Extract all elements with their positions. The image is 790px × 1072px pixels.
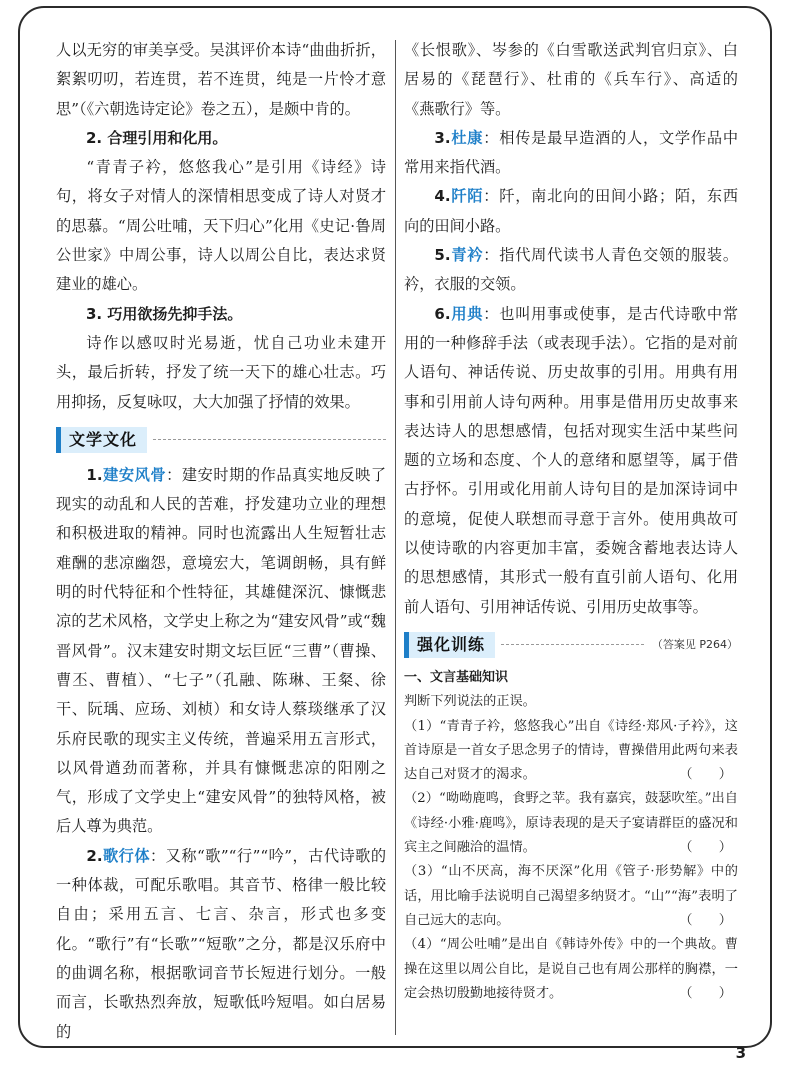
exercise-instruction: 判断下列说法的正误。: [404, 694, 536, 710]
right-column: [404, 36, 738, 1006]
knowledge-item-2: 2.歌行体：又称“歌”“行”“吟”，古代诗歌的一种体裁，可配乐歌唱。其音节、格律一般比较自由；采用五言、七言、杂言，形式也多变化。“歌行”有“长歌”“短歌”之分，都是汉乐府中的曲调名称，根据歌词音节长短进行划分。一般而言，长歌热烈奔放，短歌低吟短唱。如白居易的: [56, 846, 387, 1041]
paragraph-continued: 《长恨歌》、岑参的《白雪歌送武判官归京》、白居易的《琵琶行》、杜甫的《兵车行》、高适的《燕歌行》等。: [404, 41, 738, 118]
term-qianmo: 阡陌: [450, 187, 484, 206]
question-1: （1）“青青子衿，悠悠我心”出自《诗经·郑风·子衿》，这首诗原是一首女子思念男子的情诗，曹操借用此两句来表达自己对贤才的渴求。 （ ）: [404, 715, 738, 788]
answer-blank[interactable]: （ ）: [679, 985, 732, 1001]
knowledge-item-6: 6.用典：也叫用事或使事，是古代诗歌中常用的一种修辞手法（或表现手法）。它指的是对前人语句、神话传说、历史故事的引用。用典有用事和引用前人诗句两种。用事是借用历史故事来表达诗人的思想感情，包括对现实生活中某些问题的立场和态度、个人的意绪和愿望等，属于借古抒怀。引用或化用前人诗句目的是加深诗词中的意境，促使人联想而寻意于言外。使用典故可以使诗歌的内容更加丰富，委婉含蓄地表达诗人的思想感情，其形式一般有直引前人语句、化用前人语句、引用神话传说、引用历史故事等。: [404, 304, 739, 616]
answer-reference: （答案见 P264）: [651, 638, 738, 652]
exercise-block: [404, 666, 738, 1006]
section-title: 文学文化: [56, 427, 147, 453]
question-4: （4）“周公吐哺”是出自《韩诗外传》中的一个典故。曹操在这里以周公自比，是说自己也有周公那样的胸襟，一定会热切殷勤地接待贤才。 （ ）: [404, 933, 738, 1006]
page-number: 3: [735, 1044, 746, 1062]
term-yongdian: 用典: [450, 304, 484, 323]
section-title-training: 强化训练: [404, 632, 495, 658]
knowledge-item-4: 4.阡陌：阡，南北向的田间小路；陌，东西向的田间小路。: [404, 187, 739, 235]
answer-blank[interactable]: （ ）: [679, 840, 732, 856]
heading-2: 2. 合理引用和化用。: [86, 128, 228, 147]
left-column: [56, 36, 386, 1047]
question-2: （2）“呦呦鹿鸣，食野之苹。我有嘉宾，鼓瑟吹笙。”出自《诗经·小雅·鹿鸣》，原诗表现的是天子宴请群臣的盛况和宾主之间融洽的温情。 （ ）: [404, 787, 738, 860]
section-header-literature: [56, 425, 386, 455]
section-rule: [501, 644, 644, 645]
term-dukang: 杜康: [450, 128, 484, 147]
section-rule: [153, 439, 386, 440]
paragraph-intro: 人以无穷的审美享受。吴淇评价本诗“曲曲折折，絮絮叨叨，若连贯，若不连贯，纯是一片怜才意思”（《六朝选诗定论》卷之五），是颇中肯的。: [56, 41, 386, 118]
term-qingjin: 青衿: [450, 246, 484, 265]
heading-3: 3. 巧用欲扬先抑手法。: [86, 304, 243, 323]
term-jianan: 建安风骨: [102, 465, 167, 484]
answer-blank[interactable]: （ ）: [679, 912, 732, 928]
paragraph-3: 诗作以感叹时光易逝，忧自己功业未建开头，最后折转，抒发了统一天下的雄心壮志。巧用抑扬，反复咏叹，大大加强了抒情的效果。: [56, 333, 386, 411]
paragraph-2: “青青子衿，悠悠我心”是引用《诗经》诗句，将女子对情人的深情相思变成了诗人对贤才的思慕。“周公吐哺，天下归心”化用《史记·鲁周公世家》中周公事，诗人以周公自比，表达求贤建业的雄心。: [56, 158, 386, 294]
knowledge-item-5: 5.青衿：指代周代读书人青色交领的服装。衿，衣服的交领。: [404, 246, 739, 294]
question-3: （3）“山不厌高，海不厌深”化用《管子·形势解》中的话，用比喻手法说明自己渴望多纳贤才。“山”“海”表明了自己远大的志向。 （ ）: [404, 860, 738, 933]
section-header-training: [404, 630, 738, 660]
knowledge-item-1: 1.建安风骨：建安时期的作品真实地反映了现实的动乱和人民的苦难，抒发建功立业的理想和积极进取的精神。同时也流露出人生短暂壮志难酬的悲凉幽怨，意境宏大，笔调朗畅，具有鲜明的时代特征和个性特征，其雄健深沉、慷慨悲凉的艺术风格，文学史上称之为“建安风骨”或“魏晋风骨”。汉末建安时期文坛巨匠“三曹”（曹操、曹丕、曹植）、“七子”（孔融、陈琳、王粲、徐干、阮瑀、应玚、刘桢）和女诗人蔡琰继承了汉乐府民歌的现实主义传统，普遍采用五言形式，以风骨遒劲而著称，并具有慷慨悲凉的阳刚之气，形成了文学史上“建安风骨”的独特风格，被后人尊为典范。: [56, 465, 387, 836]
exercise-subheading: 一、文言基础知识: [404, 669, 509, 685]
term-gexingti: 歌行体: [102, 846, 151, 865]
column-divider: [395, 40, 396, 1035]
knowledge-item-3: 3.杜康：相传是最早造酒的人，文学作品中常用来指代酒。: [404, 128, 739, 177]
answer-blank[interactable]: （ ）: [679, 767, 732, 783]
